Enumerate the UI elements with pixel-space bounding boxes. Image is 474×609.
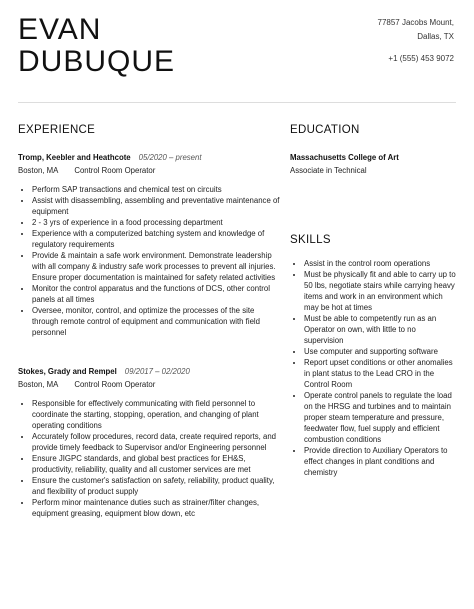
skills-bullets xyxy=(290,258,456,478)
list-item: • Provide & maintain a safe work environment. Demonstrate leadership with all company & industry safe work processes to prevent all injuries. Ensure proper documentation is maintained for safety related activities xyxy=(32,250,280,283)
degree: Associate in Technical xyxy=(290,166,367,175)
list-item: • Must be physically fit and able to carry up to 50 lbs, negotiate stairs while carrying heavy items and work in an environment which may be hot at times xyxy=(304,269,456,313)
experience-heading: EXPERIENCE xyxy=(18,124,96,136)
list-item: • Provide direction to Auxiliary Operators to effect changes in plant conditions and chemistry xyxy=(304,445,456,478)
list-item: • Perform minor maintenance duties such as strainer/filter changes, equipment greasing, equipment blow down, etc xyxy=(32,497,280,519)
list-item: • Monitor the control apparatus and the functions of DCS, other control panels at all times xyxy=(32,283,280,305)
job-2 xyxy=(18,366,280,519)
list-item: • Assist with disassembling, assembling and preventative maintenance of equipment xyxy=(32,195,280,217)
job-dates: 05/2020 – present xyxy=(138,153,202,162)
list-item: • Must be able to competently run as an Operator on own, with little to no supervision xyxy=(304,313,456,346)
list-item: • Operate control panels to regulate the load on the HRSG and turbines and to maintain proper steam temperature and pressure, feedwater flow, fuel supply and efficient combustion conditions xyxy=(304,390,456,445)
education-entry xyxy=(290,152,456,176)
job-location-line xyxy=(18,379,280,390)
phone-number: +1 (555) 453 9072 xyxy=(388,54,454,63)
job-dates: 09/2017 – 02/2020 xyxy=(124,367,190,376)
contact-info xyxy=(378,16,455,66)
job-location-line xyxy=(18,165,280,176)
candidate-name xyxy=(18,14,175,78)
skills-list xyxy=(290,250,456,478)
list-item: • Report upset conditions or other anomalies in plant status to the Lead CRO in the Control Room xyxy=(304,357,456,390)
job-location: Boston, MA xyxy=(18,166,59,175)
header-divider xyxy=(18,102,456,103)
job-location: Boston, MA xyxy=(18,380,59,389)
education-heading: EDUCATION xyxy=(290,124,360,136)
job-bullets xyxy=(18,184,280,338)
list-item: • Oversee, monitor, control, and optimize the processes of the site through remote control of equipment and communication with field personnel xyxy=(32,305,280,338)
list-item: • Perform SAP transactions and chemical test on circuits xyxy=(32,184,280,195)
list-item: • Responsible for effectively communicating with field personnel to coordinate the starting, stopping, operation, and changing of plant operating conditions xyxy=(32,398,280,431)
list-item: • Assist in the control room operations xyxy=(304,258,456,269)
list-item: • Use computer and supporting software xyxy=(304,346,456,357)
job-header xyxy=(18,366,280,377)
job-title: Control Room Operator xyxy=(74,380,156,389)
job-1 xyxy=(18,152,280,338)
list-item: • Experience with a computerized batching system and knowledge of regulatory requirements xyxy=(32,228,280,250)
skills-heading: SKILLS xyxy=(290,234,331,246)
company-name: Tromp, Keebler and Heathcote xyxy=(18,153,131,162)
last-name: DUBUQUE xyxy=(18,45,176,78)
list-item: • Ensure JIGPC standards, and global best practices for EH&S, productivity, reliability, quality and all customer services are met xyxy=(32,453,280,475)
company-name: Stokes, Grady and Rempel xyxy=(18,367,117,376)
first-name: EVAN xyxy=(18,13,102,46)
school-name: Massachusetts College of Art xyxy=(290,153,399,162)
job-header xyxy=(18,152,280,163)
job-bullets xyxy=(18,398,280,519)
list-item: • Ensure the customer's satisfaction on safety, reliability, product quality, and flexibility of product supply xyxy=(32,475,280,497)
address-line-1: 77857 Jacobs Mount, xyxy=(377,18,454,27)
job-title: Control Room Operator xyxy=(74,166,156,175)
list-item: • Accurately follow procedures, record data, create required reports, and provide timely feedback to Supervisor and/or Engineering personnel xyxy=(32,431,280,453)
list-item: • 2 - 3 yrs of experience in a food processing department xyxy=(32,217,280,228)
address-line-2: Dallas, TX xyxy=(417,32,454,41)
